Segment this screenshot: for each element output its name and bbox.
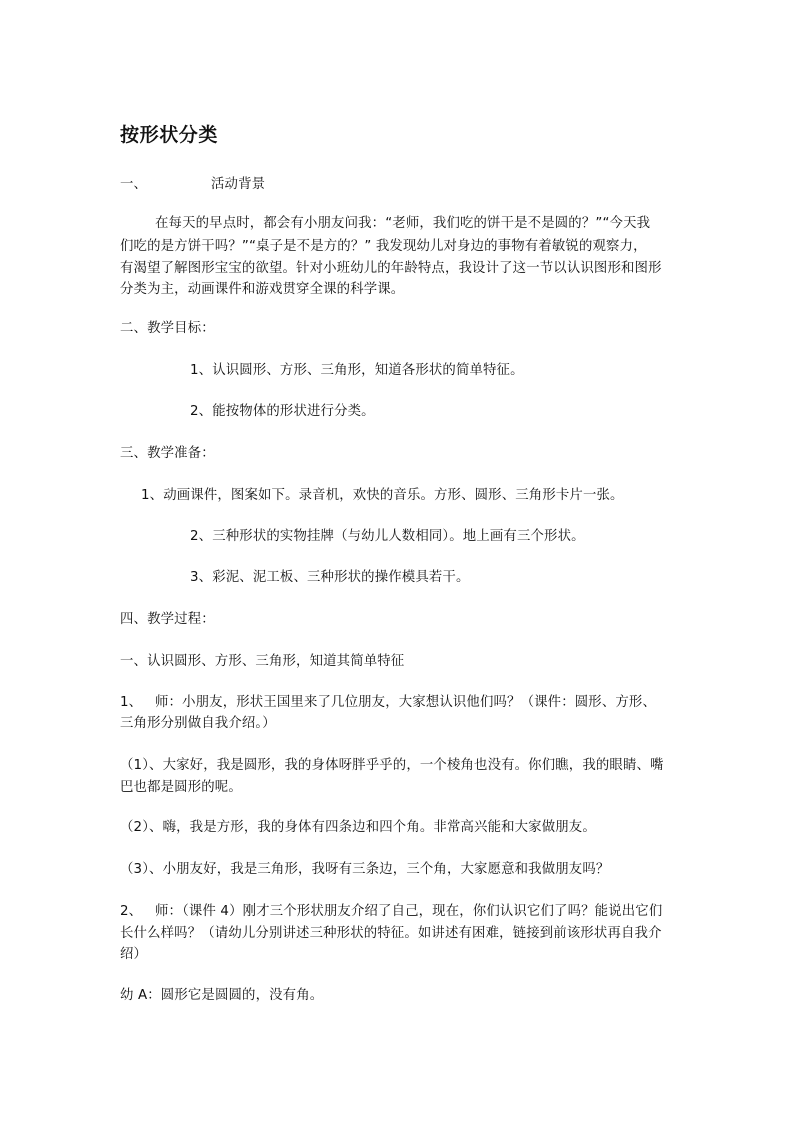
section3-heading: 三、教学准备：	[120, 446, 215, 461]
step2-line-2: 长什么样吗？（请幼儿分别讲述三种形状的特征。如讲述有困难，链接到前该形状再自我介	[120, 926, 662, 941]
intro-triangle: （3）、小朋友好，我是三角形，我呀有三条边，三个角，大家愿意和我做朋友吗？	[120, 862, 610, 877]
step2-line-1: 师：（课件 4）刚才三个形状朋友介绍了自己，现在，你们认识它们了吗？能说出它们	[155, 904, 663, 919]
background-line-3: 有渴望了解图形宝宝的欲望。针对小班幼儿的年龄特点，我设计了这一节以认识图形和图形	[120, 261, 662, 276]
step2-line-3: 绍）	[120, 947, 148, 962]
document-title: 按形状分类	[120, 124, 219, 146]
preparation-item-2: 2、三种形状的实物挂牌（与幼儿人数相同）。地上画有三个形状。	[190, 529, 585, 544]
intro-circle-line-2: 巴也都是圆形的呢。	[120, 780, 242, 795]
step2-number: 2、	[120, 904, 143, 919]
section1-heading: 活动背景	[211, 177, 266, 192]
step1-line-2: 三角形分别做自我介绍。）	[120, 716, 276, 731]
goal-item-2: 2、能按物体的形状进行分类。	[190, 404, 375, 419]
intro-circle-line-1: （1）、大家好，我是圆形，我的身体呀胖乎乎的，一个棱角也没有。你们瞧，我的眼睛、嘴	[120, 758, 664, 773]
background-line-1: 在每天的早点时，都会有小朋友问我：“老师，我们吃的饼干是不是圆的？”“今天我	[155, 216, 651, 231]
process-part1-heading: 一、认识圆形、方形、三角形，知道其简单特征	[120, 654, 405, 669]
step1-line-1: 师：小朋友，形状王国里来了几位朋友，大家想认识他们吗？（课件：圆形、方形、	[155, 695, 657, 710]
section1-number: 一、	[120, 177, 148, 192]
background-line-2: 们吃的是方饼干吗？”“桌子是不是方的？” 我发现幼儿对身边的事物有着敏锐的观察力，	[120, 239, 647, 254]
goal-item-1: 1、认识圆形、方形、三角形，知道各形状的简单特征。	[190, 363, 524, 378]
section4-heading: 四、教学过程：	[120, 612, 215, 627]
preparation-item-1: 1、动画课件，图案如下。录音机，欢快的音乐。方形、圆形、三角形卡片一张。	[141, 488, 624, 503]
intro-square: （2）、嗨，我是方形，我的身体有四条边和四个角。非常高兴能和大家做朋友。	[120, 820, 596, 835]
step1-number: 1、	[120, 695, 143, 710]
child-a-answer: 幼 A：圆形它是圆圆的，没有角。	[120, 988, 324, 1003]
section2-heading: 二、教学目标：	[120, 321, 215, 336]
background-line-4: 分类为主，动画课件和游戏贯穿全课的科学课。	[120, 282, 405, 297]
preparation-item-3: 3、彩泥、泥工板、三种形状的操作模具若干。	[190, 570, 470, 585]
